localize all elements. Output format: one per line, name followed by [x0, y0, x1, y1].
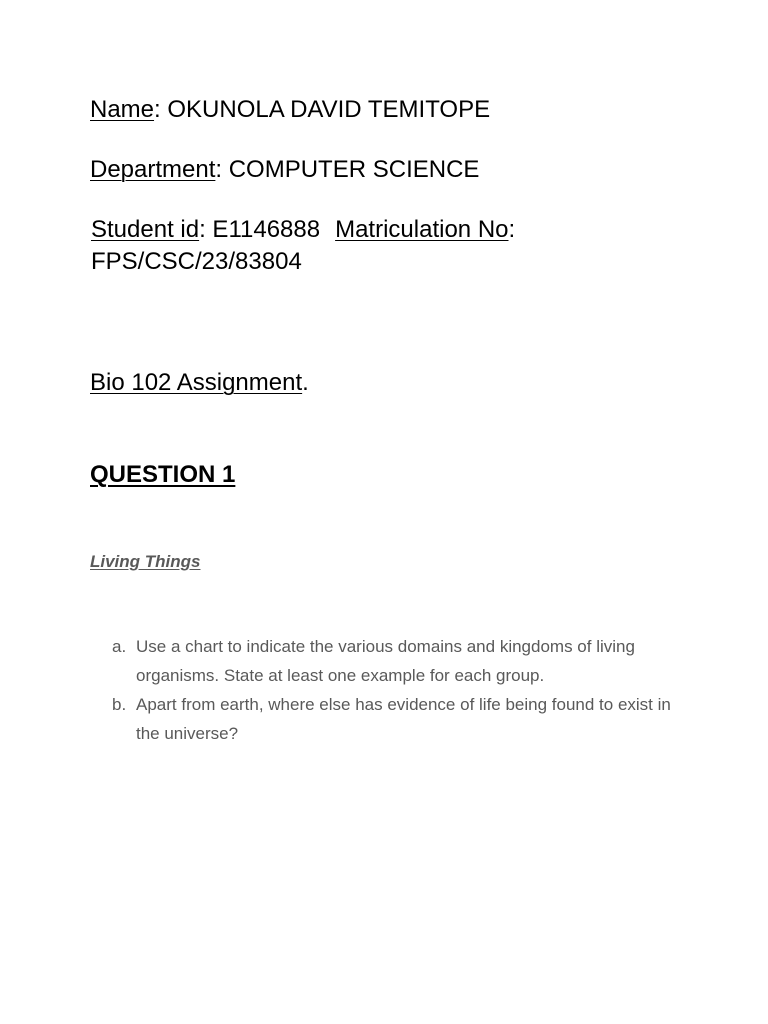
name-value: : OKUNOLA DAVID TEMITOPE [154, 96, 491, 123]
list-item [112, 690, 682, 748]
assignment-title: Bio 102 Assignment [90, 369, 303, 396]
name-label: Name [90, 96, 155, 123]
question-list [112, 632, 682, 748]
student-id-label: Student id [91, 216, 200, 243]
list-item-text: Apart from earth, where else has evidence of life being found to exist in the universe? [136, 695, 671, 743]
student-id-line [91, 214, 515, 246]
list-marker: a. [112, 637, 127, 656]
student-id-value: : E1146888 [199, 216, 321, 243]
department-label: Department [90, 156, 216, 183]
matric-value: FPS/CSC/23/83804 [91, 248, 302, 275]
name-line [90, 94, 490, 126]
assignment-title-line [90, 367, 309, 399]
department-value: : COMPUTER SCIENCE [215, 156, 480, 183]
list-item-text: Use a chart to indicate the various domains and kingdoms of living organisms. State at least one example for each group. [136, 637, 635, 685]
matric-label: Matriculation No [335, 216, 509, 243]
matric-value-line [91, 246, 302, 278]
list-item [112, 632, 682, 690]
department-line [90, 154, 479, 186]
matric-separator: : [508, 216, 516, 243]
list-marker: b. [112, 695, 127, 714]
section-heading: Living Things [90, 552, 201, 571]
assignment-title-suffix: . [302, 369, 309, 396]
question-heading-line [90, 459, 235, 491]
question-heading: QUESTION 1 [90, 461, 236, 488]
